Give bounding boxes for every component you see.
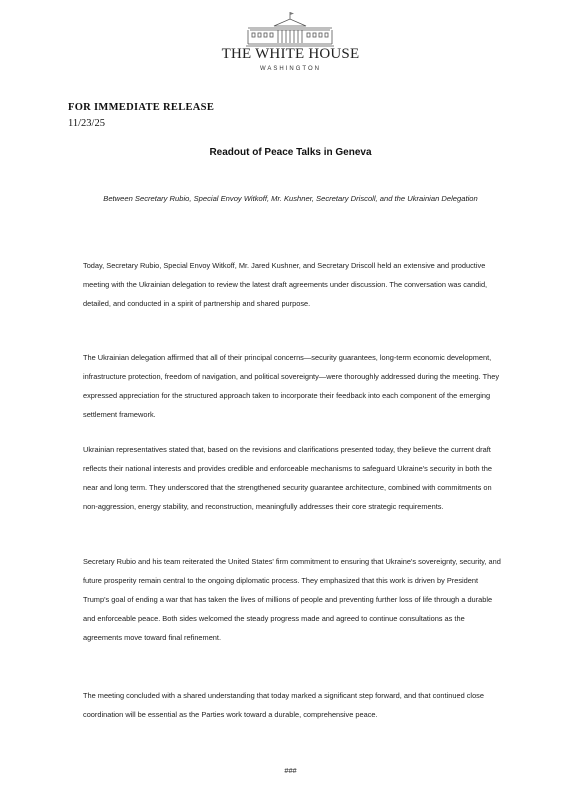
end-mark: ### xyxy=(284,766,297,775)
release-date: 11/23/25 xyxy=(68,118,105,129)
brand-subtitle: WASHINGTON xyxy=(259,66,321,72)
body-paragraph-5: The meeting concluded with a shared understanding that today marked a significant step forward, and that continued close coordination will be essential as the Parties work toward a durable, comprehensive peace. xyxy=(83,691,484,719)
white-house-building-icon xyxy=(240,10,340,50)
body-paragraph-4: Secretary Rubio and his team reiterated the United States' firm commitment to ensuring that Ukraine's sovereignty, security, and future prosperity remain central to the ongoing diplomatic process. They emphasized that this work is driven by President Trump's goal of ending a war that has taken the lives of millions of people and preventing further loss of life through a durable and enforceable peace. Both sides welcomed the steady progress made and agreed to continue consultations as the agreements move toward final refinement. xyxy=(83,557,501,642)
release-label: FOR IMMEDIATE RELEASE xyxy=(68,102,215,113)
body-paragraph-1: Today, Secretary Rubio, Special Envoy Witkoff, Mr. Jared Kushner, and Secretary Driscoll held an extensive and productive meeting with the Ukrainian delegation to review the latest draft agreements under discussion. The conversation was candid, detailed, and conducted in a spirit of partnership and shared purpose. xyxy=(83,261,488,308)
brand-title: THE WHITE HOUSE xyxy=(221,46,360,62)
subheadline: Between Secretary Rubio, Special Envoy Witkoff, Mr. Kushner, Secretary Driscoll, and the Ukrainian Delegation xyxy=(103,194,478,203)
body-paragraph-3: Ukrainian representatives stated that, based on the revisions and clarifications presented today, they believe the current draft reflects their national interests and provides credible and enforceable mechanisms to safeguard Ukraine's security in both the near and long term. They underscored that the strengthened security guarantee architecture, combined with commitments on non-aggression, energy stability, and reconstruction, meaningfully addresses their core strategic requirements. xyxy=(83,445,492,511)
body-paragraph-2: The Ukrainian delegation affirmed that all of their principal concerns—security guarantees, long-term economic development, infrastructure protection, freedom of navigation, and political sovereignty—were thoroughly addressed during the meeting. They expressed appreciation for the structured approach taken to incorporate their feedback into each component of the emerging settlement framework. xyxy=(83,353,500,419)
page-title: Readout of Peace Talks in Geneva xyxy=(209,147,372,158)
